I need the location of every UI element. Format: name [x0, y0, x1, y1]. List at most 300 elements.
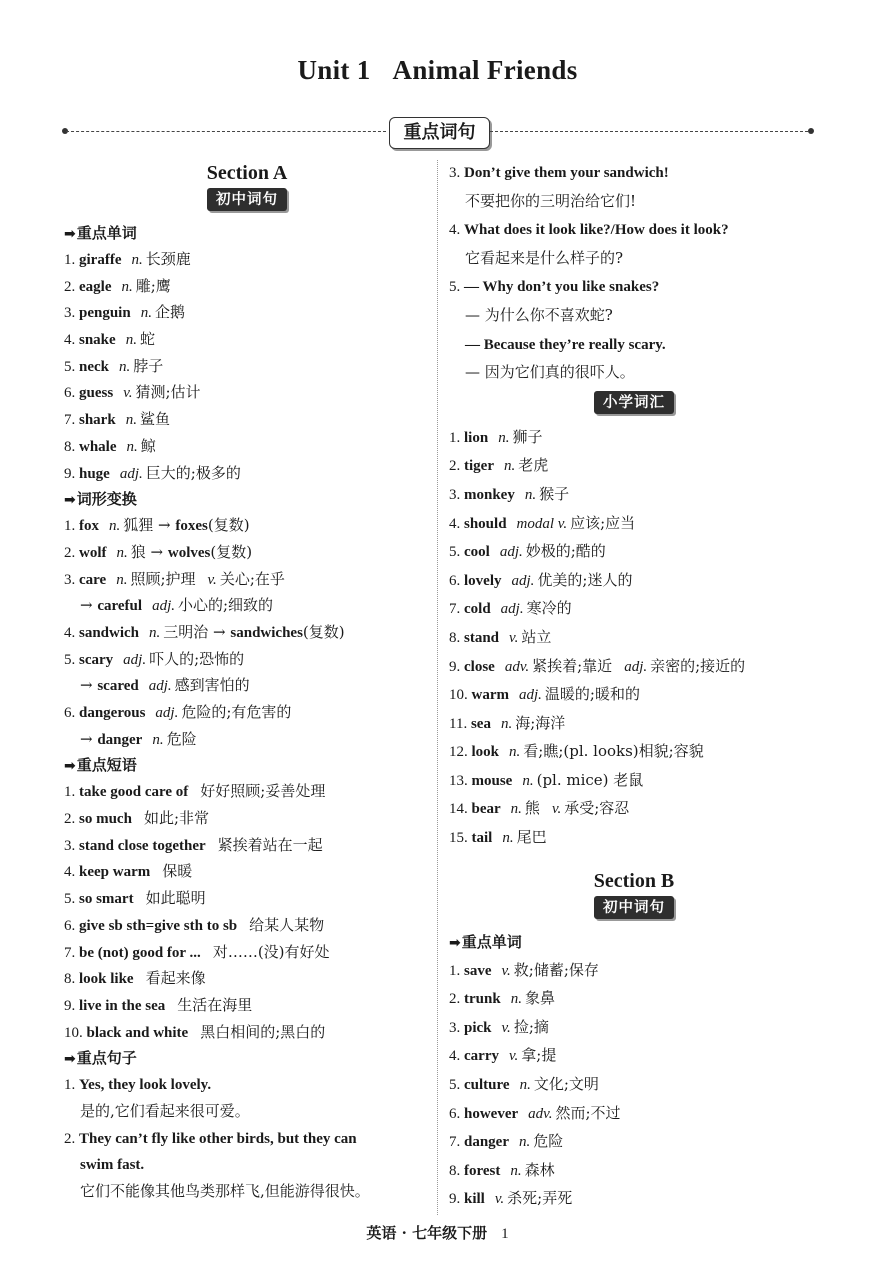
- sentence-text: Don’t give them your sandwich!: [464, 165, 669, 181]
- entry-number: 9.: [449, 658, 464, 675]
- phrase-meaning: 好好照顾;妥善处理: [200, 782, 326, 801]
- word-entry: [64, 326, 430, 353]
- tag-wrap: [449, 391, 819, 417]
- entry-number: 2.: [449, 991, 464, 1008]
- entry-number: 8.: [449, 629, 464, 646]
- entry-number: 4.: [64, 624, 79, 641]
- word-form-entry: [64, 619, 430, 646]
- entry-word: dangerous: [79, 705, 146, 721]
- entry-meaning: 雕;鹰: [135, 276, 171, 295]
- entry-meaning: 站立: [521, 627, 552, 646]
- phrase-meaning: 对……(没)有好处: [212, 942, 330, 961]
- entry-number: 2.: [64, 544, 79, 561]
- entry-number: 3.: [64, 837, 79, 854]
- entry-number: 2.: [64, 278, 79, 295]
- entry-word: carry: [464, 1048, 499, 1065]
- entry-word: kill: [464, 1191, 485, 1208]
- entry-part-of-speech: n.: [519, 1077, 531, 1094]
- entry-meaning: 文化;文明: [533, 1075, 599, 1094]
- banner-dot-right: [808, 128, 814, 134]
- sentence-english: [449, 215, 819, 244]
- word-entry: [449, 423, 819, 452]
- entry-word: look: [471, 744, 500, 761]
- entry-form: foxes: [175, 518, 208, 535]
- entry-part-of-speech: n.: [149, 624, 161, 641]
- phrase-entry: [64, 1019, 430, 1046]
- entry-meaning: 熊: [524, 799, 540, 818]
- entry-word: trunk: [464, 991, 501, 1008]
- sentence-english: [64, 1125, 430, 1152]
- entry-word: danger: [97, 731, 143, 748]
- sentence-text: swim fast.: [80, 1157, 145, 1174]
- arrow-icon: ➡: [64, 492, 76, 509]
- entry-part-of-speech: adj.: [123, 651, 147, 668]
- arrow-derived: →: [80, 596, 98, 615]
- word-entry: [449, 766, 819, 795]
- entry-part-of-speech: n.: [510, 1162, 522, 1179]
- entry-meaning: 应该;应当: [570, 513, 636, 532]
- word-entry: [64, 433, 430, 460]
- entry-word: eagle: [79, 278, 112, 295]
- sentence-text: They can’t fly like other birds, but they can: [79, 1130, 357, 1147]
- entry-meaning: 妙极的;酷的: [525, 542, 606, 561]
- entry-meaning: 长颈鹿: [145, 250, 191, 268]
- phrase-english: keep warm: [79, 864, 151, 881]
- entry-meaning: 森林: [524, 1160, 555, 1179]
- word-entry: [449, 956, 819, 985]
- entry-number: 1.: [449, 429, 464, 446]
- entry-meaning: 捡;摘: [513, 1017, 549, 1036]
- sentence-english: [449, 272, 819, 301]
- sub-head-word-forms: [64, 486, 430, 512]
- entry-part-of-speech: v.: [501, 1019, 511, 1036]
- sentence-chinese: [449, 244, 819, 273]
- word-form-entry: [64, 672, 430, 699]
- entry-meaning: 企鹅: [154, 303, 185, 322]
- entry-number: 7.: [449, 601, 464, 618]
- word-entry: [64, 406, 430, 433]
- entry-meaning: 尾巴: [516, 828, 547, 847]
- entry-number: 5.: [64, 891, 79, 908]
- entry-part-of-speech: adj.: [511, 572, 535, 589]
- sentence-translation: — 为什么你不喜欢蛇?: [465, 305, 613, 324]
- entry-note: (复数): [207, 516, 250, 535]
- entry-part-of-speech: adj.: [119, 465, 143, 482]
- entry-number: 1.: [449, 962, 464, 979]
- entry-word: fox: [79, 518, 99, 535]
- entry-part-of-speech: n.: [524, 486, 537, 503]
- entry-meaning: 脖子: [133, 356, 164, 375]
- entry-meaning: 救;储蓄;保存: [513, 960, 599, 979]
- entry-form: wolves: [167, 544, 211, 561]
- phrase-english: take good care of: [79, 784, 189, 801]
- word-entry: [64, 460, 430, 487]
- entry-word: care: [79, 571, 107, 588]
- section-a-heading: Section A: [206, 162, 288, 184]
- phrase-meaning: 生活在海里: [177, 995, 253, 1014]
- entry-number: 6.: [64, 385, 79, 402]
- entry-meaning: 三明治 →: [163, 622, 231, 641]
- word-entry: [449, 794, 819, 823]
- sub-head-label: 词形变换: [76, 490, 137, 509]
- sub-head-key-phrases: [64, 752, 430, 778]
- sentence-text: — Why don’t you like snakes?: [464, 279, 660, 296]
- entry-meaning: 鲨鱼: [139, 410, 170, 429]
- entry-part-of-speech: n.: [131, 252, 143, 268]
- tag-junior-words: 初中词句: [594, 896, 674, 919]
- sentence-text: What does it look like?/How does it look?: [464, 222, 729, 239]
- right-column: [449, 158, 819, 1213]
- entry-number: 7.: [449, 1134, 464, 1151]
- entry-word: lion: [464, 429, 489, 446]
- entry-word: forest: [464, 1162, 501, 1179]
- sentence-english: [64, 1071, 430, 1098]
- entry-part-of-speech: n.: [116, 571, 128, 588]
- entry-word: huge: [79, 465, 110, 482]
- entry-part-of-speech-2: adj.: [624, 658, 648, 675]
- left-column: [64, 158, 430, 1205]
- tag-primary-vocab: 小学词汇: [594, 391, 674, 414]
- word-entry: [449, 451, 819, 480]
- entry-word: culture: [464, 1077, 510, 1094]
- phrase-english: so smart: [79, 891, 134, 908]
- entry-word: pick: [464, 1019, 492, 1036]
- phrase-english: stand close together: [79, 837, 206, 854]
- entry-number: 2.: [449, 458, 464, 475]
- entry-form: sandwiches: [230, 624, 303, 641]
- sentence-chinese: [449, 187, 819, 216]
- entry-meaning: 紧挨着;靠近: [532, 656, 613, 675]
- entry-meaning: 危险的;有危害的: [181, 703, 292, 721]
- entry-number: 2.: [64, 1130, 79, 1147]
- entry-word: penguin: [79, 305, 131, 322]
- word-entry: [449, 1099, 819, 1128]
- banner-dashed-line-right: [490, 131, 808, 132]
- entry-word: tail: [471, 830, 493, 847]
- sentence-text: — Because they’re really scary.: [465, 336, 666, 353]
- entry-number: 3.: [64, 571, 79, 588]
- entry-meaning: 然而;不过: [555, 1103, 621, 1122]
- word-entry: [449, 737, 819, 766]
- entry-number: 1.: [64, 252, 79, 268]
- word-entry: [64, 379, 430, 406]
- entry-note: (复数): [302, 622, 345, 641]
- sub-head-label: 重点单词: [461, 932, 522, 951]
- word-entry: [449, 537, 819, 566]
- entry-meaning-2: 承受;容忍: [564, 799, 630, 818]
- entry-meaning: 猜测;估计: [135, 383, 201, 402]
- phrase-entry: [64, 912, 430, 939]
- entry-part-of-speech-2: v.: [551, 801, 562, 818]
- entry-word: wolf: [79, 544, 107, 561]
- entry-part-of-speech: n.: [498, 429, 510, 446]
- word-form-entry: [64, 726, 430, 753]
- entry-word: giraffe: [79, 252, 122, 268]
- entry-part-of-speech: v.: [494, 1191, 505, 1208]
- phrase-english: live in the sea: [79, 997, 166, 1014]
- entry-number: 5.: [449, 279, 464, 296]
- entry-part-of-speech: adj.: [152, 598, 175, 615]
- entry-number: 10.: [449, 687, 472, 704]
- entry-meaning: 杀死;弄死: [507, 1189, 573, 1208]
- sentence-chinese: [449, 301, 819, 330]
- word-entry: [449, 623, 819, 652]
- entry-number: 13.: [449, 772, 472, 789]
- entry-number: 9.: [449, 1191, 464, 1208]
- entry-part-of-speech: n.: [509, 744, 521, 761]
- entry-word: sandwich: [79, 624, 140, 641]
- entry-part-of-speech: n.: [140, 305, 152, 322]
- entry-part-of-speech: adj.: [155, 705, 179, 721]
- entry-number: 5.: [449, 1077, 464, 1094]
- entry-part-of-speech: adv.: [528, 1105, 553, 1122]
- entry-number: 2.: [64, 811, 79, 828]
- entry-meaning: 小心的;细致的: [177, 596, 274, 615]
- entry-number: 11.: [449, 715, 471, 732]
- word-entry: [449, 1070, 819, 1099]
- sub-head-key-sentences: [64, 1045, 430, 1071]
- arrow-icon: ➡: [64, 1051, 76, 1068]
- entry-number: 7.: [64, 944, 79, 961]
- sub-head-label: 重点短语: [76, 756, 137, 775]
- phrase-entry: [64, 939, 430, 966]
- sentence-translation: 它看起来是什么样子的?: [465, 248, 624, 267]
- phrase-entry: [64, 965, 430, 992]
- entry-word: cool: [464, 544, 490, 561]
- word-form-entry: [64, 592, 430, 619]
- entry-meaning: 危险: [533, 1132, 564, 1151]
- entry-meaning: 看;瞧;(pl. looks)相貌;容貌: [523, 742, 704, 761]
- entry-part-of-speech: n.: [519, 1134, 531, 1151]
- entry-meaning: 狮子: [512, 427, 543, 446]
- entry-number: 10.: [64, 1024, 87, 1041]
- sentence-english-cont: [64, 1151, 430, 1178]
- entry-part-of-speech: n.: [119, 358, 131, 375]
- sentence-english: [449, 330, 819, 359]
- word-form-entry: [64, 512, 430, 539]
- word-entry: [449, 1127, 819, 1156]
- entry-number: 4.: [449, 515, 464, 532]
- entry-part-of-speech: n.: [126, 438, 138, 455]
- word-entry: [449, 652, 819, 681]
- entry-part-of-speech: n.: [125, 332, 137, 349]
- entry-meaning: (pl. mice) 老鼠: [536, 770, 644, 789]
- entry-meaning: 优美的;迷人的: [537, 570, 633, 589]
- entry-word: careful: [97, 598, 143, 615]
- entry-number: 4.: [64, 332, 79, 349]
- entry-word: monkey: [464, 486, 515, 503]
- entry-number: 3.: [64, 305, 79, 322]
- tag-wrap: [449, 896, 819, 922]
- entry-word: should: [464, 515, 507, 532]
- entry-number: 5.: [64, 358, 79, 375]
- phrase-meaning: 看起来像: [145, 969, 206, 988]
- phrase-english: so much: [79, 811, 132, 828]
- phrase-entry: [64, 778, 430, 805]
- entry-part-of-speech: adj.: [519, 687, 542, 704]
- banner-dashed-line-left: [66, 131, 386, 132]
- entry-word: scared: [97, 678, 139, 695]
- entry-number: 1.: [64, 518, 79, 535]
- word-entry: [64, 273, 430, 300]
- entry-number: 6.: [449, 1105, 464, 1122]
- entry-part-of-speech: n.: [116, 544, 128, 561]
- arrow-icon: ➡: [449, 934, 461, 951]
- entry-part-of-speech: n.: [109, 518, 121, 535]
- phrase-entry: [64, 992, 430, 1019]
- unit-number: Unit 1: [297, 55, 371, 85]
- entry-number: 8.: [64, 438, 79, 455]
- phrase-entry: [64, 832, 430, 859]
- entry-number: 1.: [64, 784, 79, 801]
- entry-meaning: 吓人的;恐怖的: [149, 649, 245, 668]
- phrase-english: black and white: [86, 1024, 189, 1041]
- word-form-entry: [64, 646, 430, 673]
- word-form-entry: [64, 699, 430, 726]
- entry-part-of-speech: n.: [125, 412, 137, 429]
- entry-part-of-speech: n.: [500, 715, 513, 732]
- phrase-meaning: 如此;非常: [143, 809, 209, 828]
- entry-word: tiger: [464, 458, 494, 475]
- sub-head-label: 重点句子: [76, 1049, 137, 1068]
- sentence-chinese: [64, 1098, 430, 1125]
- entry-word: stand: [464, 629, 500, 646]
- entry-part-of-speech: n.: [522, 772, 534, 789]
- entry-part-of-speech: adj.: [499, 544, 523, 561]
- entry-meaning: 寒冷的: [526, 599, 572, 618]
- sentence-translation: — 因为它们真的很吓人。: [465, 363, 635, 382]
- word-entry: [449, 1041, 819, 1070]
- phrase-meaning: 保暖: [162, 862, 193, 881]
- sub-head-label: 重点单词: [76, 224, 137, 242]
- word-entry: [449, 1184, 819, 1213]
- phrase-meaning: 给某人某物: [249, 915, 325, 934]
- tag-junior-words: 初中词句: [207, 188, 287, 211]
- arrow-derived: →: [80, 676, 98, 695]
- entry-meaning: 老虎: [518, 456, 549, 475]
- entry-meaning: 照顾;护理: [130, 569, 196, 588]
- entry-number: 3.: [449, 486, 464, 503]
- entry-number: 4.: [64, 864, 79, 881]
- entry-part-of-speech: v.: [508, 1048, 519, 1065]
- arrow-icon: ➡: [64, 758, 76, 775]
- word-form-entry: [64, 539, 430, 566]
- entry-meaning: 巨大的;极多的: [145, 463, 241, 482]
- entry-number: 5.: [449, 544, 464, 561]
- entry-part-of-speech: v.: [123, 385, 133, 402]
- arrow-derived: →: [80, 729, 98, 748]
- entry-meaning: 象鼻: [524, 989, 555, 1008]
- word-entry: [449, 1013, 819, 1042]
- page-footer: [0, 1222, 875, 1243]
- entry-number: 3.: [449, 1019, 464, 1036]
- entry-meaning: 温暖的;暖和的: [544, 685, 640, 704]
- sentence-chinese: [64, 1178, 430, 1205]
- word-entry: [449, 566, 819, 595]
- sentence-translation: 不要把你的三明治给它们!: [465, 191, 637, 210]
- phrase-english: look like: [79, 971, 134, 988]
- entry-meaning: 感到害怕的: [174, 676, 250, 695]
- word-entry: [449, 509, 819, 538]
- banner-key-words: 重点词句: [389, 117, 490, 149]
- entry-number: 6.: [64, 705, 79, 721]
- word-entry: [449, 709, 819, 738]
- phrase-meaning: 黑白相间的;黑白的: [200, 1022, 326, 1041]
- entry-number: 15.: [449, 830, 472, 847]
- entry-part-of-speech: n.: [152, 731, 164, 748]
- entry-number: 9.: [64, 465, 79, 482]
- entry-word: save: [464, 962, 492, 979]
- entry-part-of-speech: adj.: [148, 678, 172, 695]
- entry-word: cold: [464, 601, 491, 618]
- section-b-heading: Section B: [593, 869, 675, 892]
- word-entry: [449, 680, 819, 709]
- entry-note: (复数): [210, 542, 253, 561]
- word-entry: [449, 594, 819, 623]
- column-divider: [437, 160, 438, 1215]
- entry-meaning: 蛇: [139, 330, 155, 349]
- page-number: 1: [501, 1226, 509, 1242]
- entry-meaning-2: 亲密的;接近的: [650, 656, 746, 675]
- entry-word: snake: [79, 332, 116, 349]
- entry-part-of-speech: v.: [509, 629, 519, 646]
- phrase-english: give sb sth=give sth to sb: [79, 917, 238, 934]
- entry-part-of-speech: adj.: [500, 601, 524, 618]
- entry-word: warm: [471, 687, 509, 704]
- entry-meaning: 猴子: [539, 484, 570, 503]
- sentence-text: Yes, they look lovely.: [79, 1077, 212, 1094]
- phrase-meaning: 如此聪明: [145, 889, 206, 908]
- arrow-icon: ➡: [64, 226, 76, 242]
- entry-number: 3.: [449, 165, 464, 181]
- entry-word: neck: [79, 358, 109, 375]
- entry-meaning: 鲸: [140, 436, 156, 455]
- entry-word: guess: [79, 385, 114, 402]
- entry-meaning: 狼 →: [130, 542, 168, 561]
- sub-head-key-words: [449, 928, 819, 956]
- entry-part-of-speech: adv.: [504, 658, 530, 675]
- footer-text: 英语 · 七年级下册: [366, 1224, 488, 1242]
- entry-part-of-speech: n.: [502, 830, 514, 847]
- word-entry: [64, 299, 430, 326]
- entry-number: 1.: [64, 1077, 79, 1094]
- entry-word: scary: [79, 651, 114, 668]
- entry-meaning: 拿;提: [521, 1046, 557, 1065]
- sub-head-key-words: [64, 220, 430, 246]
- unit-name: Animal Friends: [392, 55, 578, 85]
- entry-number: 8.: [449, 1162, 464, 1179]
- sentence-chinese: [449, 358, 819, 387]
- entry-word: bear: [471, 801, 501, 818]
- phrase-english: be (not) good for ...: [79, 944, 201, 961]
- entry-number: 12.: [449, 744, 472, 761]
- sentence-english: [449, 158, 819, 187]
- entry-part-of-speech: n.: [510, 801, 522, 818]
- entry-part-of-speech: n.: [510, 991, 522, 1008]
- phrase-entry: [64, 805, 430, 832]
- entry-number: 14.: [449, 801, 472, 818]
- entry-number: 7.: [64, 412, 79, 429]
- entry-part-of-speech: n.: [121, 278, 133, 295]
- entry-word: close: [464, 658, 495, 675]
- entry-word: whale: [79, 438, 117, 455]
- entry-number: 6.: [64, 917, 79, 934]
- phrase-meaning: 紧挨着站在一起: [217, 835, 323, 854]
- unit-title: [0, 55, 875, 86]
- word-entry: [449, 1156, 819, 1185]
- word-form-entry: [64, 566, 430, 593]
- word-entry: [449, 984, 819, 1013]
